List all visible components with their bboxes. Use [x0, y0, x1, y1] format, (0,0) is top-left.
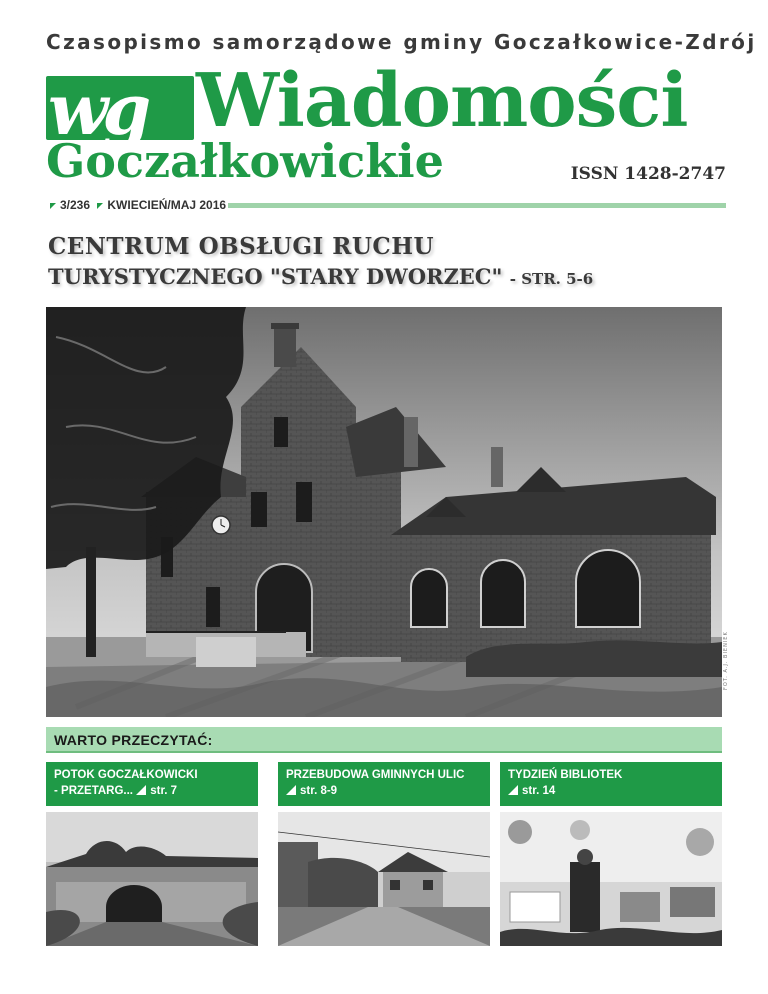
teaser-title-cont: - PRZETARG... — [54, 785, 134, 797]
teaser-label — [278, 762, 490, 806]
teaser-title: TYDZIEŃ BIBLIOTEK — [508, 769, 623, 781]
photo-credit: FOT. A.J. BIENIEK — [723, 631, 729, 690]
divider — [228, 203, 726, 208]
teaser-ulice[interactable] — [278, 762, 490, 946]
magazine-subtitle: Goczałkowickie — [46, 134, 444, 188]
headline-line-1: CENTRUM OBSŁUGI RUCHU — [48, 233, 435, 260]
pointer-icon — [286, 785, 296, 795]
issue-number: 3/236 — [60, 198, 91, 212]
logo — [46, 68, 194, 151]
teaser-biblioteki[interactable] — [500, 762, 722, 946]
arrow-icon — [97, 203, 103, 209]
teaser-potok[interactable] — [46, 762, 258, 946]
teaser-title: POTOK GOCZAŁKOWICKI — [54, 769, 198, 781]
headline-line-2: TURYSTYCZNEGO "STARY DWORZEC" — [48, 264, 503, 289]
issue-date: KWIECIEŃ/MAJ 2016 — [107, 198, 227, 212]
arrow-icon — [50, 203, 56, 209]
teaser-row — [46, 762, 722, 992]
headline-page-ref: - STR. 5-6 — [509, 270, 594, 288]
issue-bar — [46, 198, 726, 214]
worth-reading-bar — [46, 727, 722, 753]
masthead — [46, 58, 726, 196]
teaser-image-bridge — [46, 812, 258, 946]
logo-mark: wg — [48, 68, 146, 151]
worth-reading-label: WARTO PRZECZYTAĆ: — [54, 732, 213, 748]
teaser-image-street — [278, 812, 490, 946]
teaser-page: str. 8-9 — [300, 785, 338, 797]
pointer-icon — [508, 785, 518, 795]
teaser-label — [500, 762, 722, 806]
teaser-page: str. 14 — [522, 785, 556, 797]
pointer-icon — [136, 785, 146, 795]
teaser-image-library — [500, 812, 722, 946]
hero-photo — [46, 307, 722, 717]
tagline: Czasopismo samorządowe gminy Goczałkowice-Zdrój — [46, 30, 757, 54]
cover-headline[interactable] — [48, 232, 738, 294]
issn: ISSN 1428-2747 — [570, 164, 726, 184]
teaser-page: str. 7 — [150, 785, 178, 797]
magazine-title: Wiadomości — [196, 58, 688, 144]
teaser-title: PRZEBUDOWA GMINNYCH ULIC — [286, 769, 465, 781]
teaser-label — [46, 762, 258, 806]
